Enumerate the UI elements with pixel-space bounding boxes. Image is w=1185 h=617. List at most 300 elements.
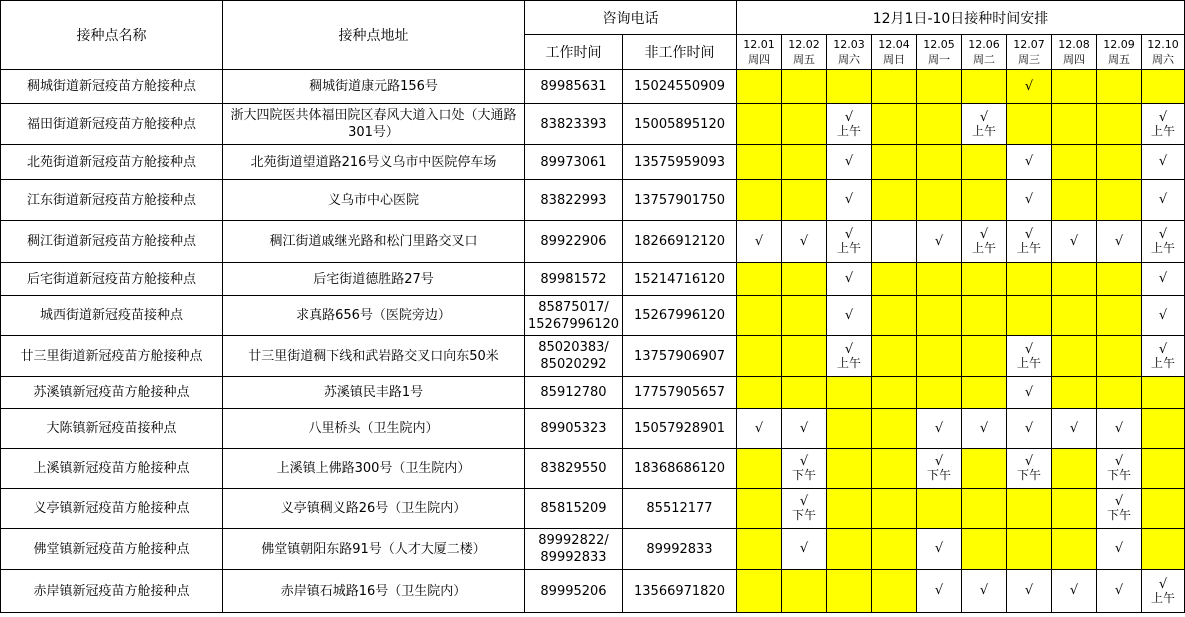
time-note: 下午 <box>1106 468 1131 482</box>
schedule-cell <box>1052 570 1097 613</box>
header-site-address: 接种点地址 <box>223 1 525 70</box>
schedule-cell <box>917 489 962 529</box>
site-name-cell: 稠城街道新冠疫苗方舱接种点 <box>1 70 223 104</box>
site-address-cell: 八里桥头（卫生院内） <box>223 409 525 449</box>
schedule-cell <box>1142 336 1185 377</box>
schedule-cell <box>827 570 872 613</box>
time-note: 下午 <box>1106 508 1131 522</box>
schedule-cell <box>782 489 827 529</box>
weekday-label: 周日 <box>883 53 905 66</box>
table-row <box>1 145 1185 180</box>
schedule-cell <box>737 70 782 104</box>
off-phone-cell: 89992833 <box>623 529 737 570</box>
weekday-label: 周二 <box>973 53 995 66</box>
schedule-cell <box>872 180 917 221</box>
schedule-cell <box>737 409 782 449</box>
schedule-cell <box>827 529 872 570</box>
schedule-cell <box>1007 70 1052 104</box>
time-note: 上午 <box>836 241 861 255</box>
schedule-cell <box>1007 104 1052 145</box>
off-phone-cell: 18368686120 <box>623 449 737 489</box>
header-date <box>1052 35 1097 70</box>
off-phone-cell: 15214716120 <box>623 263 737 296</box>
schedule-cell <box>1097 145 1142 180</box>
weekday-label: 周六 <box>838 53 860 66</box>
schedule-cell <box>782 104 827 145</box>
schedule-cell <box>1007 489 1052 529</box>
header-schedule-group: 12月1日-10日接种时间安排 <box>737 1 1185 35</box>
schedule-cell <box>1052 263 1097 296</box>
schedule-cell <box>1007 529 1052 570</box>
check-mark: √ <box>754 233 764 249</box>
schedule-cell <box>1007 449 1052 489</box>
schedule-cell <box>1007 336 1052 377</box>
schedule-cell <box>1052 180 1097 221</box>
header-date <box>1142 35 1185 70</box>
date-label: 12.06 <box>968 38 1000 51</box>
table-row <box>1 180 1185 221</box>
time-note: 下午 <box>1016 468 1041 482</box>
check-mark: √ <box>934 233 944 249</box>
work-phone-cell: 83823393 <box>525 104 623 145</box>
schedule-cell <box>737 104 782 145</box>
header-date <box>962 35 1007 70</box>
schedule-cell <box>827 180 872 221</box>
weekday-label: 周五 <box>1108 53 1130 66</box>
schedule-cell <box>872 336 917 377</box>
schedule-cell <box>782 570 827 613</box>
off-phone-cell: 13575959093 <box>623 145 737 180</box>
schedule-cell <box>1142 263 1185 296</box>
off-phone-cell: 15024550909 <box>623 70 737 104</box>
schedule-cell <box>737 263 782 296</box>
schedule-cell <box>1007 145 1052 180</box>
check-mark: √ <box>1158 109 1168 125</box>
header-date <box>782 35 827 70</box>
check-mark: √ <box>1024 78 1034 94</box>
time-note: 上午 <box>1151 590 1176 605</box>
schedule-cell <box>827 221 872 263</box>
check-mark: √ <box>1158 307 1168 323</box>
work-phone-cell: 85875017/ 15267996120 <box>525 296 623 336</box>
site-name-cell: 佛堂镇新冠疫苗方舱接种点 <box>1 529 223 570</box>
schedule-cell <box>782 409 827 449</box>
schedule-cell <box>827 296 872 336</box>
table-row <box>1 570 1185 613</box>
off-phone-cell: 15005895120 <box>623 104 737 145</box>
off-phone-cell: 15267996120 <box>623 296 737 336</box>
schedule-cell <box>782 70 827 104</box>
work-phone-cell: 89992822/ 89992833 <box>525 529 623 570</box>
check-mark: √ <box>799 233 809 249</box>
schedule-cell <box>917 263 962 296</box>
schedule-cell <box>827 409 872 449</box>
schedule-cell <box>1142 180 1185 221</box>
schedule-cell <box>917 529 962 570</box>
schedule-cell <box>827 104 872 145</box>
schedule-cell <box>782 529 827 570</box>
schedule-cell <box>872 377 917 409</box>
site-address-cell: 后宅街道德胜路27号 <box>223 263 525 296</box>
time-note: 下午 <box>791 468 816 482</box>
schedule-cell <box>737 489 782 529</box>
off-phone-cell: 13757906907 <box>623 336 737 377</box>
check-mark: √ <box>1024 154 1034 169</box>
off-phone-cell: 18266912120 <box>623 221 737 263</box>
check-mark: √ <box>1114 454 1124 469</box>
work-phone-cell: 83829550 <box>525 449 623 489</box>
schedule-cell <box>1097 180 1142 221</box>
table-row <box>1 70 1185 104</box>
time-note: 上午 <box>1151 241 1176 255</box>
schedule-cell <box>1142 221 1185 263</box>
header-off-time: 非工作时间 <box>623 35 737 70</box>
check-mark: √ <box>844 109 854 125</box>
schedule-cell <box>1007 377 1052 409</box>
schedule-cell <box>917 104 962 145</box>
schedule-cell <box>782 377 827 409</box>
schedule-cell <box>827 377 872 409</box>
date-label: 12.01 <box>743 38 775 51</box>
schedule-cell <box>1097 336 1142 377</box>
date-label: 12.10 <box>1147 38 1179 51</box>
weekday-label: 周三 <box>1018 53 1040 66</box>
site-address-cell: 浙大四院医共体福田院区春风大道入口处（大通路301号） <box>223 104 525 145</box>
check-mark: √ <box>934 420 944 436</box>
date-label: 12.09 <box>1103 38 1135 51</box>
table-row <box>1 529 1185 570</box>
schedule-cell <box>872 296 917 336</box>
check-mark: √ <box>799 420 809 436</box>
schedule-cell <box>962 377 1007 409</box>
schedule-cell <box>917 180 962 221</box>
check-mark: √ <box>934 541 944 556</box>
date-label: 12.08 <box>1058 38 1090 51</box>
check-mark: √ <box>1158 271 1168 286</box>
schedule-cell <box>827 70 872 104</box>
schedule-cell <box>827 263 872 296</box>
schedule-cell <box>737 221 782 263</box>
time-note: 上午 <box>836 123 861 138</box>
schedule-cell <box>1007 221 1052 263</box>
site-address-cell: 稠城街道康元路156号 <box>223 70 525 104</box>
schedule-cell <box>737 449 782 489</box>
check-mark: √ <box>844 154 854 169</box>
check-mark: √ <box>1069 420 1079 436</box>
schedule-cell <box>917 221 962 263</box>
schedule-cell <box>872 145 917 180</box>
schedule-cell <box>782 180 827 221</box>
check-mark: √ <box>934 454 944 469</box>
check-mark: √ <box>799 454 809 469</box>
site-name-cell: 稠江街道新冠疫苗方舱接种点 <box>1 221 223 263</box>
schedule-cell <box>1052 449 1097 489</box>
check-mark: √ <box>1069 233 1079 249</box>
schedule-cell <box>962 449 1007 489</box>
schedule-cell <box>917 449 962 489</box>
weekday-label: 周六 <box>1152 53 1175 66</box>
check-mark: √ <box>754 420 764 436</box>
schedule-cell <box>917 296 962 336</box>
time-note: 上午 <box>971 241 996 255</box>
schedule-cell <box>737 377 782 409</box>
schedule-cell <box>1052 377 1097 409</box>
schedule-cell <box>782 449 827 489</box>
schedule-cell <box>1052 221 1097 263</box>
work-phone-cell: 89995206 <box>525 570 623 613</box>
check-mark: √ <box>1024 454 1034 469</box>
schedule-cell <box>1052 70 1097 104</box>
schedule-cell <box>872 529 917 570</box>
header-phone-group: 咨询电话 <box>525 1 737 35</box>
site-name-cell: 赤岸镇新冠疫苗方舱接种点 <box>1 570 223 613</box>
table-row <box>1 263 1185 296</box>
check-mark: √ <box>1158 227 1168 242</box>
schedule-cell <box>917 409 962 449</box>
schedule-cell <box>827 145 872 180</box>
schedule-cell <box>1142 489 1185 529</box>
schedule-cell <box>962 296 1007 336</box>
off-phone-cell: 17757905657 <box>623 377 737 409</box>
schedule-cell <box>782 336 827 377</box>
check-mark: √ <box>1158 192 1168 207</box>
schedule-cell <box>737 296 782 336</box>
site-address-cell: 廿三里街道稠下线和武岩路交叉口向东50米 <box>223 336 525 377</box>
site-name-cell: 上溪镇新冠疫苗方舱接种点 <box>1 449 223 489</box>
schedule-cell <box>962 336 1007 377</box>
schedule-cell <box>782 221 827 263</box>
check-mark: √ <box>1158 341 1168 357</box>
time-note: 上午 <box>971 123 996 138</box>
table-row <box>1 221 1185 263</box>
header-site-name: 接种点名称 <box>1 1 223 70</box>
work-phone-cell: 85020383/ 85020292 <box>525 336 623 377</box>
check-mark: √ <box>799 494 809 509</box>
check-mark: √ <box>1114 494 1124 509</box>
time-note: 上午 <box>1016 355 1041 370</box>
schedule-cell <box>737 570 782 613</box>
site-address-cell: 义亭镇稠义路26号（卫生院内） <box>223 489 525 529</box>
schedule-cell <box>1052 296 1097 336</box>
header-date <box>827 35 872 70</box>
schedule-cell <box>917 570 962 613</box>
time-note: 上午 <box>836 355 861 370</box>
schedule-cell <box>1052 409 1097 449</box>
work-phone-cell: 85815209 <box>525 489 623 529</box>
off-phone-cell: 13566971820 <box>623 570 737 613</box>
schedule-cell <box>1007 296 1052 336</box>
schedule-cell <box>1142 409 1185 449</box>
date-label: 12.03 <box>833 38 865 51</box>
check-mark: √ <box>1158 576 1168 592</box>
check-mark: √ <box>844 227 854 242</box>
schedule-cell <box>1142 104 1185 145</box>
off-phone-cell: 85512177 <box>623 489 737 529</box>
schedule-cell <box>1097 409 1142 449</box>
weekday-label: 周五 <box>793 53 815 66</box>
schedule-cell <box>872 70 917 104</box>
check-mark: √ <box>844 271 854 286</box>
site-address-cell: 稠江街道戚继光路和松门里路交叉口 <box>223 221 525 263</box>
schedule-cell <box>1052 489 1097 529</box>
check-mark: √ <box>1024 227 1034 242</box>
schedule-cell <box>1097 529 1142 570</box>
schedule-cell <box>1007 180 1052 221</box>
table-row <box>1 409 1185 449</box>
time-note: 下午 <box>791 508 816 522</box>
schedule-cell <box>737 180 782 221</box>
schedule-cell <box>1142 377 1185 409</box>
check-mark: √ <box>1024 420 1034 436</box>
work-phone-cell: 83822993 <box>525 180 623 221</box>
time-note: 下午 <box>926 468 951 482</box>
schedule-cell <box>827 336 872 377</box>
schedule-cell <box>962 104 1007 145</box>
check-mark: √ <box>1114 420 1124 436</box>
schedule-cell <box>962 409 1007 449</box>
schedule-cell <box>962 570 1007 613</box>
site-address-cell: 苏溪镇民丰路1号 <box>223 377 525 409</box>
schedule-cell <box>917 336 962 377</box>
schedule-cell <box>1007 409 1052 449</box>
work-phone-cell: 89922906 <box>525 221 623 263</box>
table-row <box>1 449 1185 489</box>
work-phone-cell: 89985631 <box>525 70 623 104</box>
weekday-label: 周四 <box>1063 53 1085 66</box>
check-mark: √ <box>934 583 944 598</box>
table-row <box>1 377 1185 409</box>
schedule-cell <box>1142 529 1185 570</box>
schedule-cell <box>782 145 827 180</box>
header-date <box>1007 35 1052 70</box>
site-name-cell: 福田街道新冠疫苗方舱接种点 <box>1 104 223 145</box>
schedule-cell <box>782 263 827 296</box>
header-date <box>917 35 962 70</box>
site-address-cell: 佛堂镇朝阳东路91号（人才大厦二楼） <box>223 529 525 570</box>
schedule-cell <box>1142 296 1185 336</box>
site-name-cell: 北苑街道新冠疫苗方舱接种点 <box>1 145 223 180</box>
schedule-cell <box>1097 377 1142 409</box>
header-date <box>1097 35 1142 70</box>
schedule-cell <box>1097 104 1142 145</box>
schedule-cell <box>917 377 962 409</box>
work-phone-cell: 85912780 <box>525 377 623 409</box>
off-phone-cell: 13757901750 <box>623 180 737 221</box>
check-mark: √ <box>1158 154 1168 169</box>
schedule-cell <box>1097 221 1142 263</box>
schedule-cell <box>1097 449 1142 489</box>
table-row <box>1 489 1185 529</box>
site-name-cell: 苏溪镇新冠疫苗方舱接种点 <box>1 377 223 409</box>
check-mark: √ <box>1024 384 1034 400</box>
schedule-cell <box>782 296 827 336</box>
site-name-cell: 城西街道新冠疫苗接种点 <box>1 296 223 336</box>
site-name-cell: 廿三里街道新冠疫苗方舱接种点 <box>1 336 223 377</box>
check-mark: √ <box>1024 192 1034 207</box>
schedule-cell <box>872 409 917 449</box>
schedule-cell <box>962 489 1007 529</box>
weekday-label: 周一 <box>928 53 950 66</box>
schedule-cell <box>962 70 1007 104</box>
schedule-cell <box>737 145 782 180</box>
schedule-cell <box>872 221 917 263</box>
schedule-cell <box>872 489 917 529</box>
date-label: 12.07 <box>1013 38 1045 51</box>
check-mark: √ <box>1114 583 1124 598</box>
check-mark: √ <box>979 420 989 436</box>
schedule-cell <box>872 263 917 296</box>
schedule-cell <box>1052 104 1097 145</box>
schedule-cell <box>737 336 782 377</box>
time-note: 上午 <box>1016 241 1041 255</box>
site-name-cell: 江东街道新冠疫苗方舱接种点 <box>1 180 223 221</box>
site-address-cell: 上溪镇上佛路300号（卫生院内） <box>223 449 525 489</box>
time-note: 上午 <box>1151 123 1176 138</box>
schedule-cell <box>872 570 917 613</box>
schedule-cell <box>1052 336 1097 377</box>
site-name-cell: 后宅街道新冠疫苗方舱接种点 <box>1 263 223 296</box>
schedule-cell <box>1097 263 1142 296</box>
work-phone-cell: 89973061 <box>525 145 623 180</box>
check-mark: √ <box>1069 583 1079 598</box>
schedule-cell <box>962 145 1007 180</box>
check-mark: √ <box>979 109 989 125</box>
off-phone-cell: 15057928901 <box>623 409 737 449</box>
weekday-label: 周四 <box>748 53 770 66</box>
check-mark: √ <box>1114 233 1124 249</box>
work-phone-cell: 89905323 <box>525 409 623 449</box>
time-note: 上午 <box>1151 355 1176 370</box>
schedule-cell <box>962 529 1007 570</box>
schedule-cell <box>1142 70 1185 104</box>
schedule-cell <box>1097 70 1142 104</box>
schedule-cell <box>1097 489 1142 529</box>
table-body <box>1 70 1185 613</box>
site-name-cell: 义亭镇新冠疫苗方舱接种点 <box>1 489 223 529</box>
schedule-cell <box>1142 570 1185 613</box>
check-mark: √ <box>979 227 989 242</box>
site-address-cell: 求真路656号（医院旁边） <box>223 296 525 336</box>
work-phone-cell: 89981572 <box>525 263 623 296</box>
schedule-cell <box>917 70 962 104</box>
schedule-cell <box>872 104 917 145</box>
check-mark: √ <box>979 583 989 598</box>
date-label: 12.05 <box>923 38 955 51</box>
site-address-cell: 义乌市中心医院 <box>223 180 525 221</box>
check-mark: √ <box>1024 583 1034 598</box>
schedule-cell <box>1052 529 1097 570</box>
table-row <box>1 336 1185 377</box>
site-address-cell: 赤岸镇石城路16号（卫生院内） <box>223 570 525 613</box>
schedule-cell <box>1052 145 1097 180</box>
schedule-cell <box>1007 263 1052 296</box>
header-date <box>872 35 917 70</box>
schedule-cell <box>1097 296 1142 336</box>
check-mark: √ <box>1024 341 1034 357</box>
check-mark: √ <box>844 192 854 207</box>
table-row <box>1 296 1185 336</box>
schedule-cell <box>962 263 1007 296</box>
date-label: 12.04 <box>878 38 910 51</box>
table-row <box>1 104 1185 145</box>
schedule-cell <box>827 449 872 489</box>
schedule-cell <box>962 180 1007 221</box>
schedule-cell <box>962 221 1007 263</box>
schedule-cell <box>917 145 962 180</box>
date-label: 12.02 <box>788 38 820 51</box>
check-mark: √ <box>1114 541 1124 556</box>
header-work-time: 工作时间 <box>525 35 623 70</box>
